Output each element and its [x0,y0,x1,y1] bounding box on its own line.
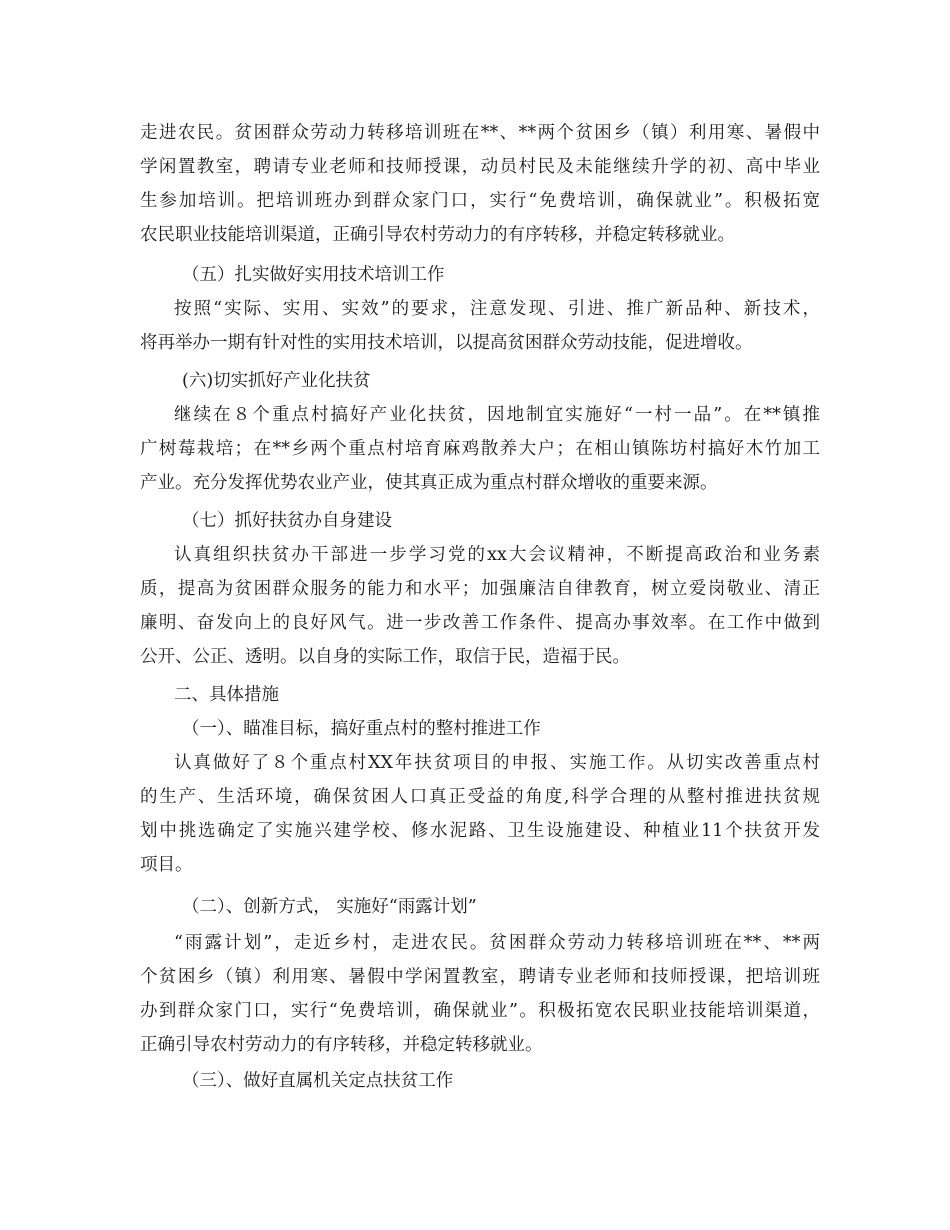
text-line: “雨露计划”，走近乡村，走进农民。贫困群众劳动力转移培训班在**、**两 [174,933,820,953]
text-line: 公开、公正、透明。以自身的实际工作，取信于民，造福于民。 [140,647,630,667]
section-heading: （二）、创新方式， 实施好“雨露计划” [182,897,477,917]
text-line: 产业。充分发挥优势农业产业，使其真正成为重点村群众增收的重要来源。 [140,473,718,493]
text-line: 广树莓栽培；在**乡两个重点村培育麻鸡散养大户；在相山镇陈坊村搞好木竹加工 [140,439,820,459]
text-line: 认真组织扶贫办干部进一步学习党的xx大会议精神，不断提高政治和业务素 [174,545,820,565]
text-line: 质，提高为贫困群众服务的能力和水平；加强廉洁自律教育，树立爱岗敬业、清正 [140,579,820,599]
section-heading: （七）抓好扶贫办自身建设 [182,511,392,531]
text-line: 继续在８个重点村搞好产业化扶贫，因地制宜实施好“一村一品”。在**镇推 [174,405,820,425]
section-heading: （三）、做好直属机关定点扶贫工作 [182,1071,454,1091]
text-line: 生参加培训。把培训班办到群众家门口，实行“免费培训，确保就业”。积极拓宽 [140,191,820,211]
text-line: 按照“实际、实用、实效”的要求，注意发现、引进、推广新品种、新技术， [174,299,820,319]
text-line: 学闲置教室，聘请专业老师和技师授课，动员村民及未能继续升学的初、高中毕业 [140,157,820,177]
text-line: 廉明、奋发向上的良好风气。进一步改善工作条件、提高办事效率。在工作中做到 [140,613,820,633]
section-heading: （一）、瞄准目标，搞好重点村的整村推进工作 [182,719,541,739]
section-heading: （五）扎实做好实用技术培训工作 [182,265,445,285]
text-line: 项目。 [140,855,193,875]
text-line: 走进农民。贫困群众劳动力转移培训班在**、**两个贫困乡（镇）利用寒、暑假中 [140,123,820,143]
text-line: 个贫困乡（镇）利用寒、暑假中学闲置教室，聘请专业老师和技师授课，把培训班 [140,967,820,987]
text-line: 认真做好了８个重点村XX年扶贫项目的申报、实施工作。从切实改善重点村 [174,753,820,773]
text-line: 农民职业技能培训渠道，正确引导农村劳动力的有序转移，并稳定转移就业。 [140,225,735,245]
text-line: 正确引导农村劳动力的有序转移，并稳定转移就业。 [140,1035,543,1055]
text-line: 将再举办一期有针对性的实用技术培训，以提高贫困群众劳动技能，促进增收。 [140,333,753,353]
section-heading: 二、具体措施 [174,685,279,705]
text-line: 划中挑选确定了实施兴建学校、修水泥路、卫生设施建设、种植业11个扶贫开发 [140,821,820,841]
text-line: 办到群众家门口，实行“免费培训，确保就业”。积极拓宽农民职业技能培训渠道， [140,1001,820,1021]
section-heading: (六)切实抓好产业化扶贫 [182,371,371,391]
text-line: 的生产、生活环境，确保贫困人口真正受益的角度,科学合理的从整村推进扶贫规 [140,787,820,807]
